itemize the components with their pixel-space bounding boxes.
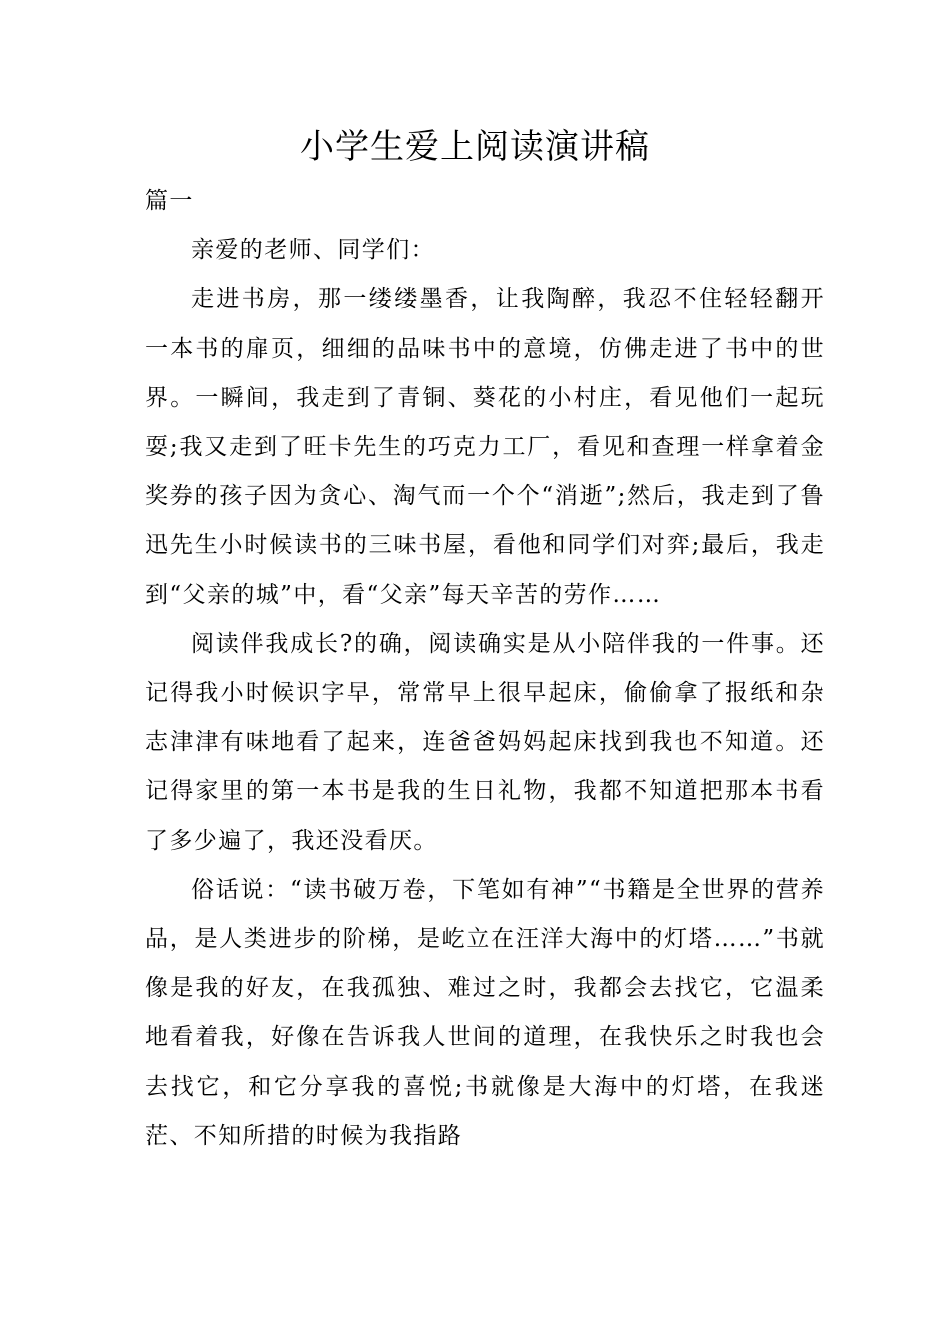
paragraph-greeting: 亲爱的老师、同学们： [191,237,435,264]
paragraph: 阅读伴我成长?的确，阅读确实是从小陪伴我的一件事。还记得我小时候识字早，常常早上很早起床，偷偷拿了报纸和杂志津津有味地看了起来，连爸爸妈妈起床找到我也不知道。还记得家里的第一本书是我的生日礼物，我都不知道把那本书看了多少遍了，我还没看厌。 [145,630,825,854]
document-body [145,177,825,1161]
paragraph: 走进书房，那一缕缕墨香，让我陶醉，我忍不住轻轻翻开一本书的扉页，细细的品味书中的意境，仿佛走进了书中的世界。一瞬间，我走到了青铜、葵花的小村庄，看见他们一起玩耍;我又走到了旺卡先生的巧克力工厂，看见和查理一样拿着金奖券的孩子因为贪心、淘气而一个个“消逝”;然后，我走到了鲁迅先生小时候读书的三味书屋，看他和同学们对弈;最后，我走到“父亲的城”中，看“父亲”每天辛苦的劳作…… [145,286,825,608]
paragraph: 俗话说：“读书破万卷，下笔如有神”“书籍是全世界的营养品，是人类进步的阶梯，是屹立在汪洋大海中的灯塔……”书就像是我的好友，在我孤独、难过之时，我都会去找它，它温柔地看着我，好像在告诉我人世间的道理，在我快乐之时我也会去找它，和它分享我的喜悦;书就像是大海中的灯塔，在我迷茫、不知所措的时候为我指路 [145,876,825,1149]
section-heading: 篇一 [145,188,194,214]
document-title: 小学生爱上阅读演讲稿 [300,127,650,167]
